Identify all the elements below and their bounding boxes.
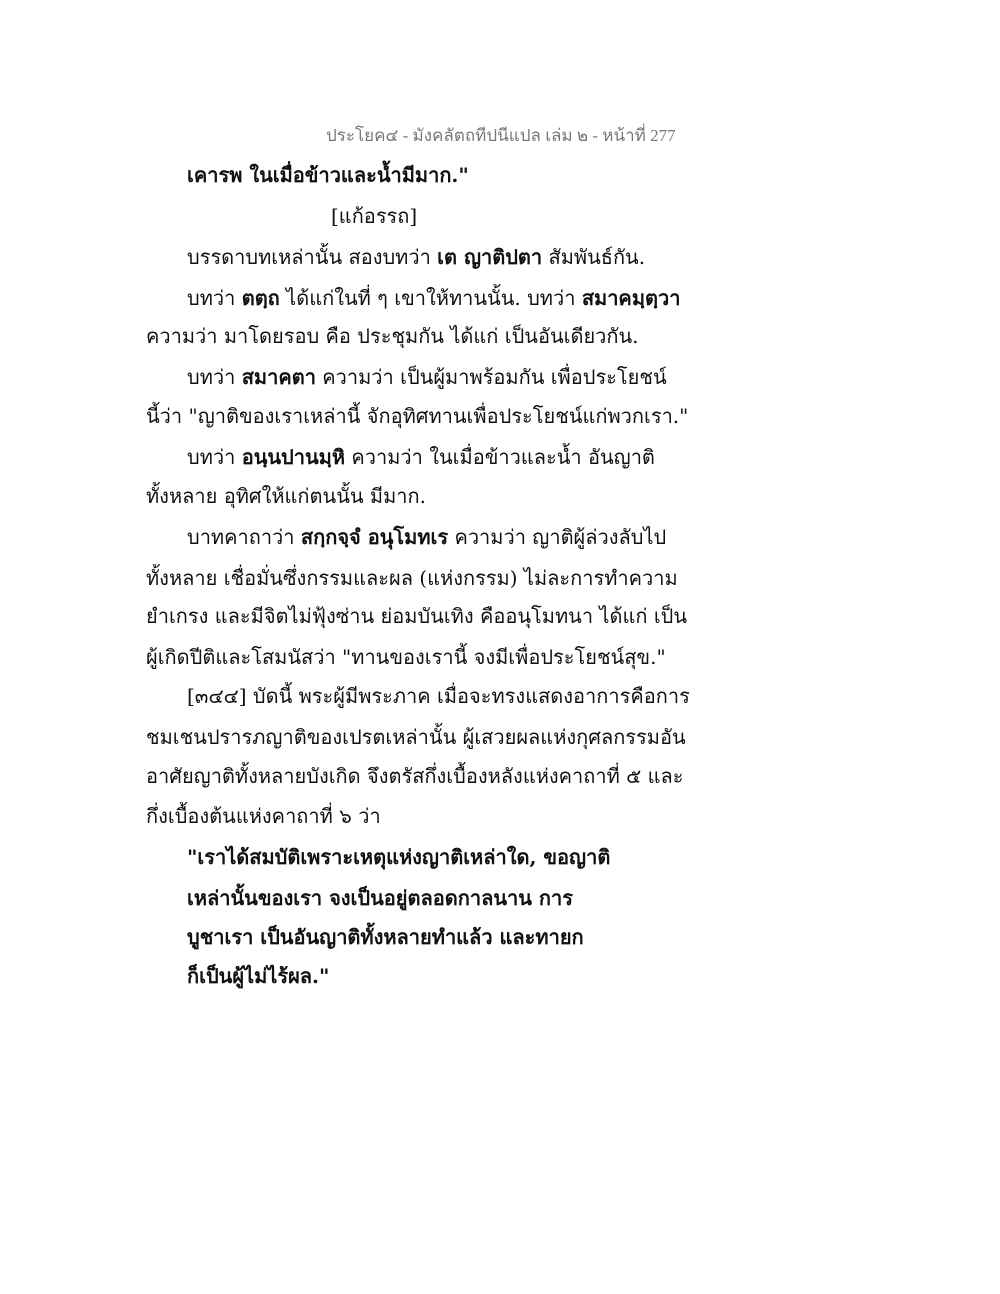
- running-header: ประโยค๔ - มังคลัตถทีปนีแปล เล่ม ๒ - หน้าที่ 277: [326, 126, 676, 145]
- text-line: ผู้เกิดปีติและโสมนัสว่า "ทานของเรานี้ จงมีเพื่อประโยชน์สุข.": [146, 645, 666, 669]
- text-line: บทว่า อนฺนปานมฺหิ ความว่า ในเมื่อข้าวและน้ำ อันญาติ: [187, 445, 655, 469]
- text-line: ทั้งหลาย เชื่อมั่นซึ่งกรรมและผล (แห่งกรรม) ไม่ละการทำความ: [146, 566, 678, 590]
- verse-line: เหล่านั้นของเรา จงเป็นอยู่ตลอดกาลนาน การ: [187, 886, 573, 910]
- text-line: อาศัยญาติทั้งหลายบังเกิด จึงตรัสกึ่งเบื้องหลังแห่งคาถาที่ ๕ และ: [146, 764, 684, 788]
- verse-line: ก็เป็นผู้ไม่ไร้ผล.": [187, 964, 330, 988]
- text-line: ยำเกรง และมีจิตไม่ฟุ้งซ่าน ย่อมบันเทิง คืออนุโมทนา ได้แก่ เป็น: [146, 604, 688, 628]
- text-line: บาทคาถาว่า สกฺกจฺจํ อนุโมทเร ความว่า ญาติผู้ล่วงลับไป: [187, 525, 667, 549]
- text-line: บทว่า ตตฺถ ได้แก่ในที่ ๆ เขาให้ทานนั้น. บทว่า สมาคมฺตฺวา: [187, 286, 681, 310]
- section-heading: [แก้อรรถ]: [331, 204, 418, 228]
- pali-term: สมาคตา: [241, 365, 316, 389]
- text-line: กึ่งเบื้องต้นแห่งคาถาที่ ๖ ว่า: [146, 804, 381, 828]
- verse-line: บูชาเรา เป็นอันญาติทั้งหลายทำแล้ว และทายก: [187, 925, 584, 949]
- pali-term: เต ญาติปตา: [437, 245, 543, 269]
- text-line: ความว่า มาโดยรอบ คือ ประชุมกัน ได้แก่ เป็นอันเดียวกัน.: [146, 324, 639, 348]
- text-line: นี้ว่า "ญาติของเราเหล่านี้ จักอุทิศทานเพื่อประโยชน์แก่พวกเรา.": [146, 404, 689, 428]
- text-line: บทว่า สมาคตา ความว่า เป็นผู้มาพร้อมกัน เพื่อประโยชน์: [187, 365, 667, 389]
- text-line: [๓๔๔] บัดนี้ พระผู้มีพระภาค เมื่อจะทรงแสดงอาการคือการ: [187, 684, 690, 708]
- text-line: บรรดาบทเหล่านั้น สองบทว่า เต ญาติปตา สัมพันธ์กัน.: [187, 245, 646, 269]
- pali-term: อนฺนปานมฺหิ: [241, 445, 346, 469]
- pali-term: สมาคมฺตฺวา: [581, 286, 681, 310]
- verse-line: "เราได้สมบัติเพราะเหตุแห่งญาติเหล่าใด, ขอญาติ: [187, 845, 611, 869]
- text-line: ทั้งหลาย อุทิศให้แก่ตนนั้น มีมาก.: [146, 484, 426, 508]
- pali-term: สกฺกจฺจํ อนุโมทเร: [300, 525, 449, 549]
- pali-term: ตตฺถ: [241, 286, 280, 310]
- text-line: เคารพ ในเมื่อข้าวและน้ำมีมาก.": [187, 163, 469, 187]
- text-line: ชมเชนปรารภญาติของเปรตเหล่านั้น ผู้เสวยผลแห่งกุศลกรรมอัน: [146, 725, 686, 749]
